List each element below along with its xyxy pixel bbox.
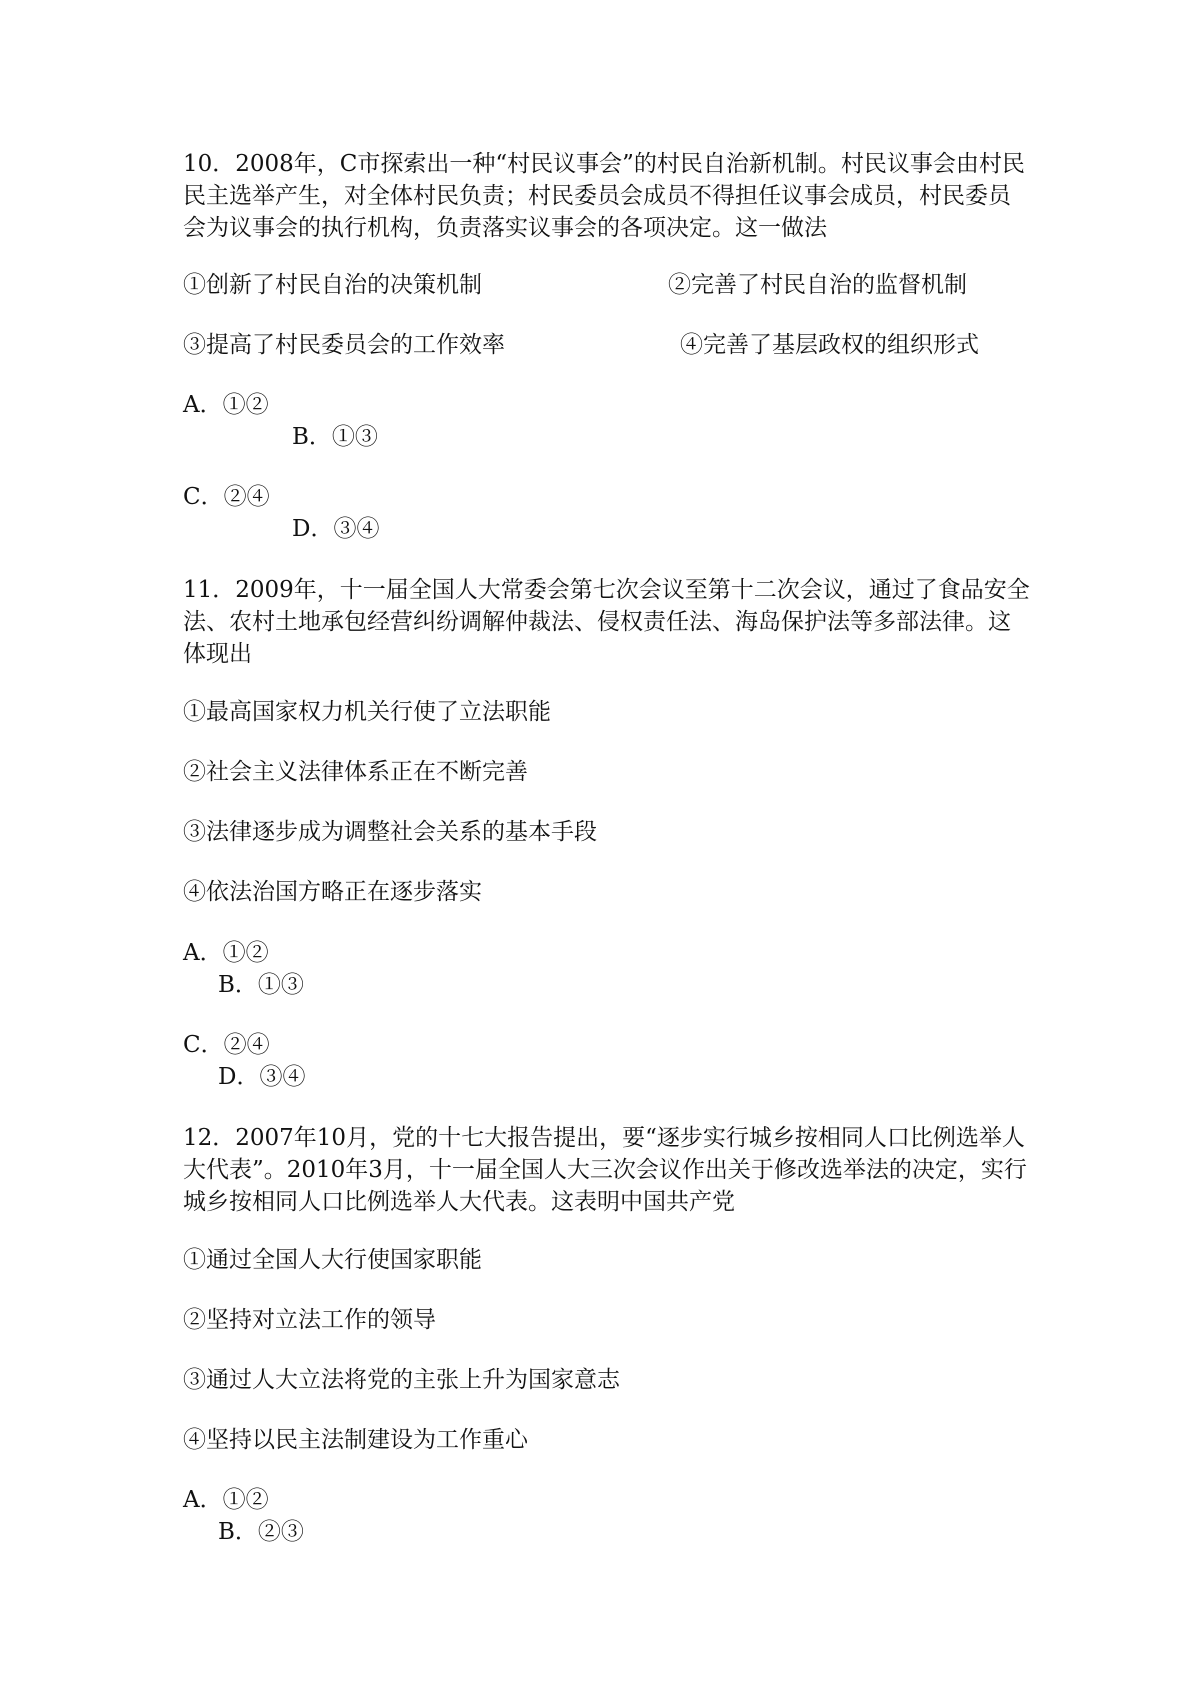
question-12-statement-4: ④坚持以民主法制建设为工作重心 — [183, 1427, 528, 1453]
question-12-statement-1: ①通过全国人大行使国家职能 — [183, 1247, 482, 1273]
question-12-option-b: B．②③ — [218, 1519, 304, 1545]
question-10-statement-3: ③提高了村民委员会的工作效率 — [183, 332, 505, 358]
question-12-statement-3: ③通过人大立法将党的主张上升为国家意志 — [183, 1367, 620, 1393]
question-11-option-b: B．①③ — [218, 972, 304, 998]
question-11-statement-1: ①最高国家权力机关行使了立法职能 — [183, 699, 551, 725]
question-10-option-a: A．①② — [183, 392, 269, 418]
question-11-stem: 11．2009年，十一届全国人大常委会第七次会议至第十二次会议，通过了食品安全法、农村土地承包经营纠纷调解仲裁法、侵权责任法、海岛保护法等多部法律。这体现出 — [183, 577, 1030, 667]
question-12-statement-2: ②坚持对立法工作的领导 — [183, 1307, 436, 1333]
question-12-stem: 12．2007年10月，党的十七大报告提出，要“逐步实行城乡按相同人口比例选举人大代表”。2010年3月，十一届全国人大三次会议作出关于修改选举法的决定，实行城乡按相同人口比例选举人大代表。这表明中国共产党 — [183, 1125, 1027, 1215]
question-11-option-d: D．③④ — [218, 1064, 306, 1090]
question-10-option-d: D．③④ — [292, 516, 380, 542]
question-10-statement-2: ②完善了村民自治的监督机制 — [668, 272, 967, 298]
question-12-option-a: A．①② — [183, 1487, 269, 1513]
question-11-option-c: C．②④ — [183, 1032, 270, 1058]
question-11-statement-4: ④依法治国方略正在逐步落实 — [183, 879, 482, 905]
question-10-option-c: C．②④ — [183, 484, 270, 510]
question-10-stem: 10．2008年，C市探索出一种“村民议事会”的村民自治新机制。村民议事会由村民民主选举产生，对全体村民负责；村民委员会成员不得担任议事会成员，村民委员会为议事会的执行机构，负责落实议事会的各项决定。这一做法 — [183, 151, 1025, 241]
question-10-statement-4: ④完善了基层政权的组织形式 — [680, 332, 979, 358]
question-11-statement-3: ③法律逐步成为调整社会关系的基本手段 — [183, 819, 597, 845]
question-11-option-a: A．①② — [183, 940, 269, 966]
question-10-option-b: B．①③ — [292, 424, 378, 450]
question-10-statement-1: ①创新了村民自治的决策机制 — [183, 272, 482, 298]
question-11-statement-2: ②社会主义法律体系正在不断完善 — [183, 759, 528, 785]
